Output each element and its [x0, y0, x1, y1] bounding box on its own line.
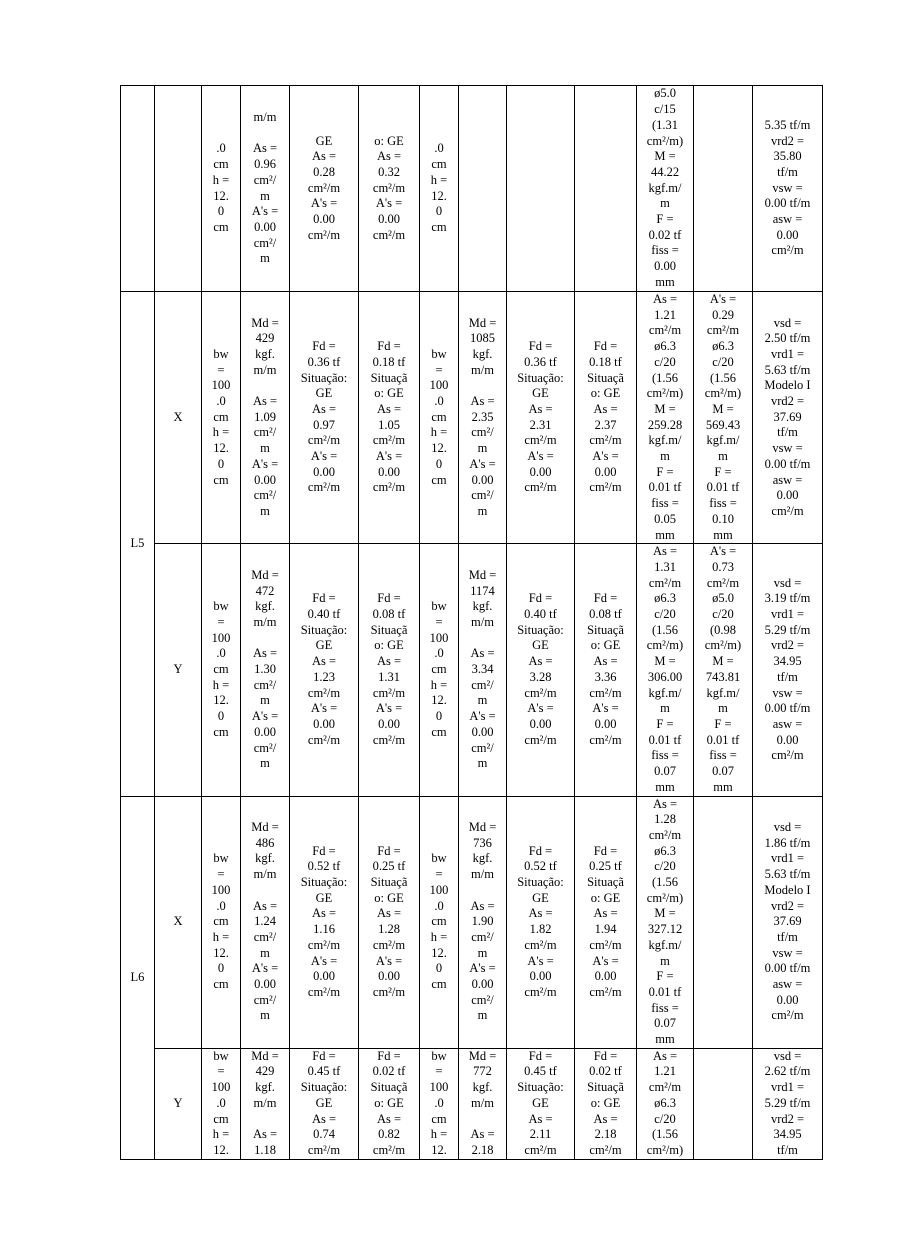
force-cell: Fd = 0.52 tf Situação: GE As = 1.16 cm²/m A's = 0.00 cm²/m	[290, 796, 359, 1048]
force-cell: Fd = 0.45 tf Situação: GE As = 2.11 cm²/m	[507, 1048, 575, 1159]
force-cell: Fd = 0.08 tf Situaçã o: GE As = 1.31 cm²/m A's = 0.00 cm²/m	[359, 544, 420, 796]
reinforcement-cell	[694, 86, 753, 292]
section-cell: .0 cm h = 12. 0 cm	[202, 86, 241, 292]
table-row	[121, 292, 823, 544]
slab-design-table	[120, 85, 823, 1160]
force-cell: Fd = 0.25 tf Situaçã o: GE As = 1.28 cm²/m A's = 0.00 cm²/m	[359, 796, 420, 1048]
force-cell: Fd = 0.18 tf Situaçã o: GE As = 2.37 cm²/m A's = 0.00 cm²/m	[575, 292, 637, 544]
force-cell: Fd = 0.08 tf Situaçã o: GE As = 3.36 cm²/m A's = 0.00 cm²/m	[575, 544, 637, 796]
force-cell: Fd = 0.45 tf Situação: GE As = 0.74 cm²/m	[290, 1048, 359, 1159]
force-cell: Fd = 0.52 tf Situação: GE As = 1.82 cm²/m A's = 0.00 cm²/m	[507, 796, 575, 1048]
force-cell	[507, 86, 575, 292]
force-cell: Fd = 0.36 tf Situação: GE As = 2.31 cm²/m A's = 0.00 cm²/m	[507, 292, 575, 544]
reinforcement-cell: A's = 0.73 cm²/m ø5.0 c/20 (0.98 cm²/m) M = 743.81 kgf.m/ m F = 0.01 tf fiss = 0.07 mm	[694, 544, 753, 796]
shear-cell: vsd = 2.50 tf/m vrd1 = 5.63 tf/m Modelo I vrd2 = 37.69 tf/m vsw = 0.00 tf/m asw = 0.00 cm²/m	[753, 292, 823, 544]
reinforcement-cell: As = 1.31 cm²/m ø6.3 c/20 (1.56 cm²/m) M = 306.00 kgf.m/ m F = 0.01 tf fiss = 0.07 mm	[637, 544, 694, 796]
section-cell: bw = 100 .0 cm h = 12. 0 cm	[202, 544, 241, 796]
table-row	[121, 544, 823, 796]
direction-cell: Y	[155, 1048, 202, 1159]
moment-cell: Md = 772 kgf. m/m As = 2.18	[459, 1048, 507, 1159]
slab-cell	[121, 86, 155, 292]
moment-cell: Md = 1085 kgf. m/m As = 2.35 cm²/ m A's = 0.00 cm²/ m	[459, 292, 507, 544]
section-cell: bw = 100 .0 cm h = 12. 0 cm	[202, 292, 241, 544]
shear-cell: vsd = 2.62 tf/m vrd1 = 5.29 tf/m vrd2 = 34.95 tf/m	[753, 1048, 823, 1159]
reinforcement-cell: As = 1.21 cm²/m ø6.3 c/20 (1.56 cm²/m)	[637, 1048, 694, 1159]
reinforcement-cell: As = 1.21 cm²/m ø6.3 c/20 (1.56 cm²/m) M = 259.28 kgf.m/ m F = 0.01 tf fiss = 0.05 mm	[637, 292, 694, 544]
direction-cell: X	[155, 796, 202, 1048]
force-cell	[575, 86, 637, 292]
section-cell: .0 cm h = 12. 0 cm	[420, 86, 459, 292]
shear-cell: vsd = 1.86 tf/m vrd1 = 5.63 tf/m Modelo I vrd2 = 37.69 tf/m vsw = 0.00 tf/m asw = 0.00 cm²/m	[753, 796, 823, 1048]
moment-cell: Md = 472 kgf. m/m As = 1.30 cm²/ m A's = 0.00 cm²/ m	[241, 544, 290, 796]
force-cell: Fd = 0.40 tf Situação: GE As = 1.23 cm²/m A's = 0.00 cm²/m	[290, 544, 359, 796]
table-row	[121, 796, 823, 1048]
section-cell: bw = 100 .0 cm h = 12. 0 cm	[202, 796, 241, 1048]
direction-cell: X	[155, 292, 202, 544]
shear-cell: vsd = 3.19 tf/m vrd1 = 5.29 tf/m vrd2 = 34.95 tf/m vsw = 0.00 tf/m asw = 0.00 cm²/m	[753, 544, 823, 796]
reinforcement-cell: As = 1.28 cm²/m ø6.3 c/20 (1.56 cm²/m) M = 327.12 kgf.m/ m F = 0.01 tf fiss = 0.07 mm	[637, 796, 694, 1048]
force-cell: Fd = 0.40 tf Situação: GE As = 3.28 cm²/m A's = 0.00 cm²/m	[507, 544, 575, 796]
slab-cell: L6	[121, 796, 155, 1159]
section-cell: bw = 100 .0 cm h = 12. 0 cm	[420, 292, 459, 544]
moment-cell: Md = 1174 kgf. m/m As = 3.34 cm²/ m A's = 0.00 cm²/ m	[459, 544, 507, 796]
reinforcement-cell	[694, 796, 753, 1048]
moment-cell: Md = 429 kgf. m/m As = 1.18	[241, 1048, 290, 1159]
force-cell: Fd = 0.02 tf Situaçã o: GE As = 0.82 cm²/m	[359, 1048, 420, 1159]
force-cell: GE As = 0.28 cm²/m A's = 0.00 cm²/m	[290, 86, 359, 292]
moment-cell: Md = 486 kgf. m/m As = 1.24 cm²/ m A's = 0.00 cm²/ m	[241, 796, 290, 1048]
reinforcement-cell: ø5.0 c/15 (1.31 cm²/m) M = 44.22 kgf.m/ m F = 0.02 tf fiss = 0.00 mm	[637, 86, 694, 292]
direction-cell: Y	[155, 544, 202, 796]
slab-cell: L5	[121, 292, 155, 797]
moment-cell: Md = 429 kgf. m/m As = 1.09 cm²/ m A's = 0.00 cm²/ m	[241, 292, 290, 544]
moment-cell: Md = 736 kgf. m/m As = 1.90 cm²/ m A's = 0.00 cm²/ m	[459, 796, 507, 1048]
force-cell: o: GE As = 0.32 cm²/m A's = 0.00 cm²/m	[359, 86, 420, 292]
force-cell: Fd = 0.18 tf Situaçã o: GE As = 1.05 cm²/m A's = 0.00 cm²/m	[359, 292, 420, 544]
reinforcement-cell: A's = 0.29 cm²/m ø6.3 c/20 (1.56 cm²/m) M = 569.43 kgf.m/ m F = 0.01 tf fiss = 0.10 mm	[694, 292, 753, 544]
section-cell: bw = 100 .0 cm h = 12.	[420, 1048, 459, 1159]
force-cell: Fd = 0.25 tf Situaçã o: GE As = 1.94 cm²/m A's = 0.00 cm²/m	[575, 796, 637, 1048]
section-cell: bw = 100 .0 cm h = 12. 0 cm	[420, 544, 459, 796]
shear-cell: 5.35 tf/m vrd2 = 35.80 tf/m vsw = 0.00 tf/m asw = 0.00 cm²/m	[753, 86, 823, 292]
direction-cell	[155, 86, 202, 292]
table-row	[121, 1048, 823, 1159]
moment-cell	[459, 86, 507, 292]
section-cell: bw = 100 .0 cm h = 12. 0 cm	[420, 796, 459, 1048]
moment-cell: m/m As = 0.96 cm²/ m A's = 0.00 cm²/ m	[241, 86, 290, 292]
reinforcement-cell	[694, 1048, 753, 1159]
table-row	[121, 86, 823, 292]
section-cell: bw = 100 .0 cm h = 12.	[202, 1048, 241, 1159]
force-cell: Fd = 0.36 tf Situação: GE As = 0.97 cm²/m A's = 0.00 cm²/m	[290, 292, 359, 544]
force-cell: Fd = 0.02 tf Situaçã o: GE As = 2.18 cm²/m	[575, 1048, 637, 1159]
